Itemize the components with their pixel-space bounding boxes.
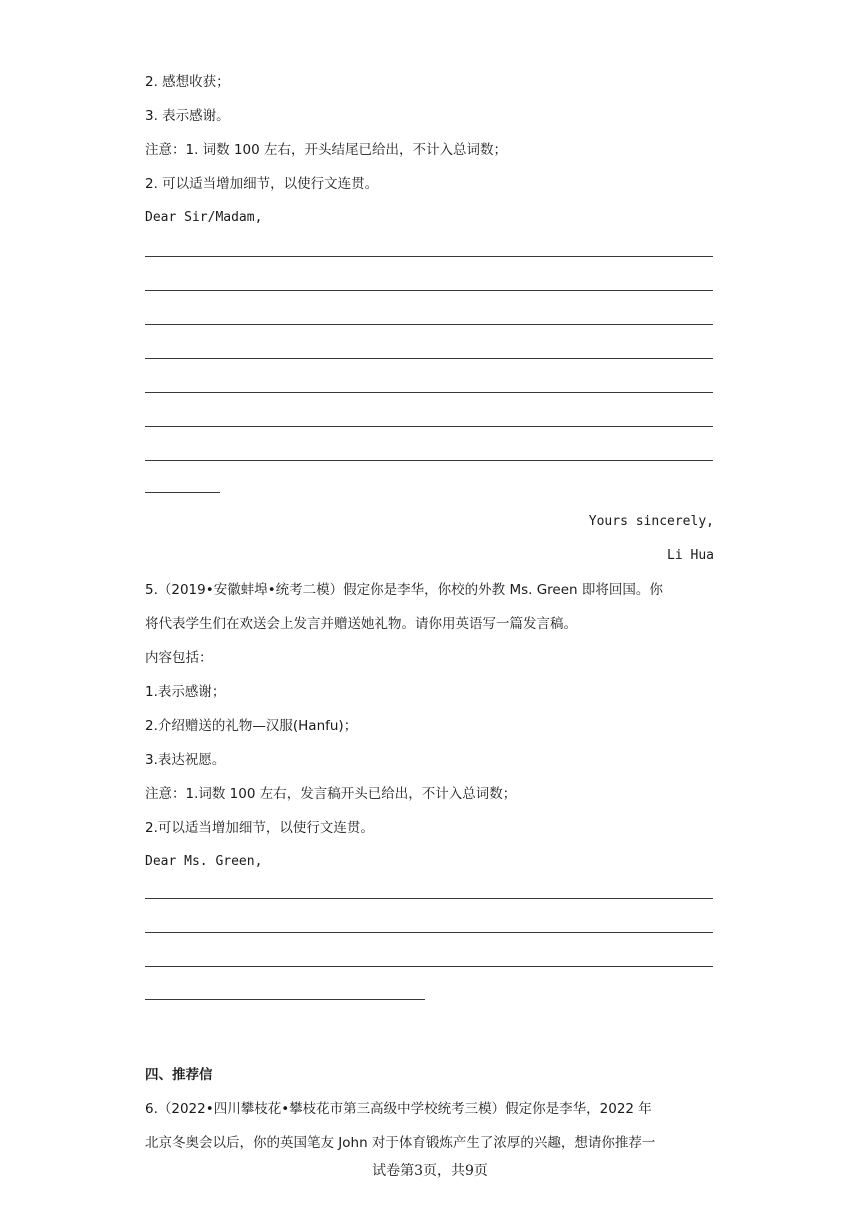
answer-line (145, 358, 713, 359)
answer-line (145, 898, 713, 899)
answer-line (145, 932, 713, 933)
answer-line (145, 324, 713, 325)
answer-line-short (145, 492, 220, 493)
note-text: 2. 可以适当增加细节，以使行文连贯。 (145, 176, 379, 192)
content-heading: 内容包括： (145, 650, 213, 666)
list-item: 2.介绍赠送的礼物—汉服(Hanfu)； (145, 718, 358, 734)
list-item: 1.表示感谢； (145, 684, 226, 700)
letter-signature: Li Hua (667, 548, 714, 563)
answer-line (145, 290, 713, 291)
question-prompt: 5.（2019•安徽蚌埠•统考二模）假定你是李华，你校的外教 Ms. Green 即将回国。你 (145, 582, 663, 598)
section-heading: 四、推荐信 (145, 1067, 213, 1083)
list-item: 3.表达祝愿。 (145, 752, 226, 768)
note-text: 注意：1. 词数 100 左右，开头结尾已给出，不计入总词数； (145, 142, 508, 158)
letter-salutation: Dear Sir/Madam, (145, 210, 263, 225)
list-item: 3. 表示感谢。 (145, 108, 230, 124)
question-prompt: 将代表学生们在欢送会上发言并赠送她礼物。请你用英语写一篇发言稿。 (145, 616, 577, 632)
letter-closing: Yours sincerely, (588, 514, 714, 529)
answer-line (145, 426, 713, 427)
note-text: 注意：1.词数 100 左右，发言稿开头已给出，不计入总词数； (145, 786, 517, 802)
answer-line-short (145, 999, 425, 1000)
answer-line (145, 392, 713, 393)
letter-salutation: Dear Ms. Green, (145, 854, 263, 869)
page-footer: 试卷第3页，共9页 (372, 1163, 488, 1179)
note-text: 2.可以适当增加细节，以使行文连贯。 (145, 820, 374, 836)
answer-line (145, 460, 713, 461)
list-item: 2. 感想收获； (145, 74, 230, 90)
answer-line (145, 966, 713, 967)
question-prompt: 北京冬奥会以后，你的英国笔友 John 对于体育锻炼产生了浓厚的兴趣，想请你推荐一 (145, 1135, 656, 1151)
question-prompt: 6.（2022•四川攀枝花•攀枝花市第三高级中学校统考三模）假定你是李华，2022 年 (145, 1101, 652, 1117)
answer-line (145, 256, 713, 257)
